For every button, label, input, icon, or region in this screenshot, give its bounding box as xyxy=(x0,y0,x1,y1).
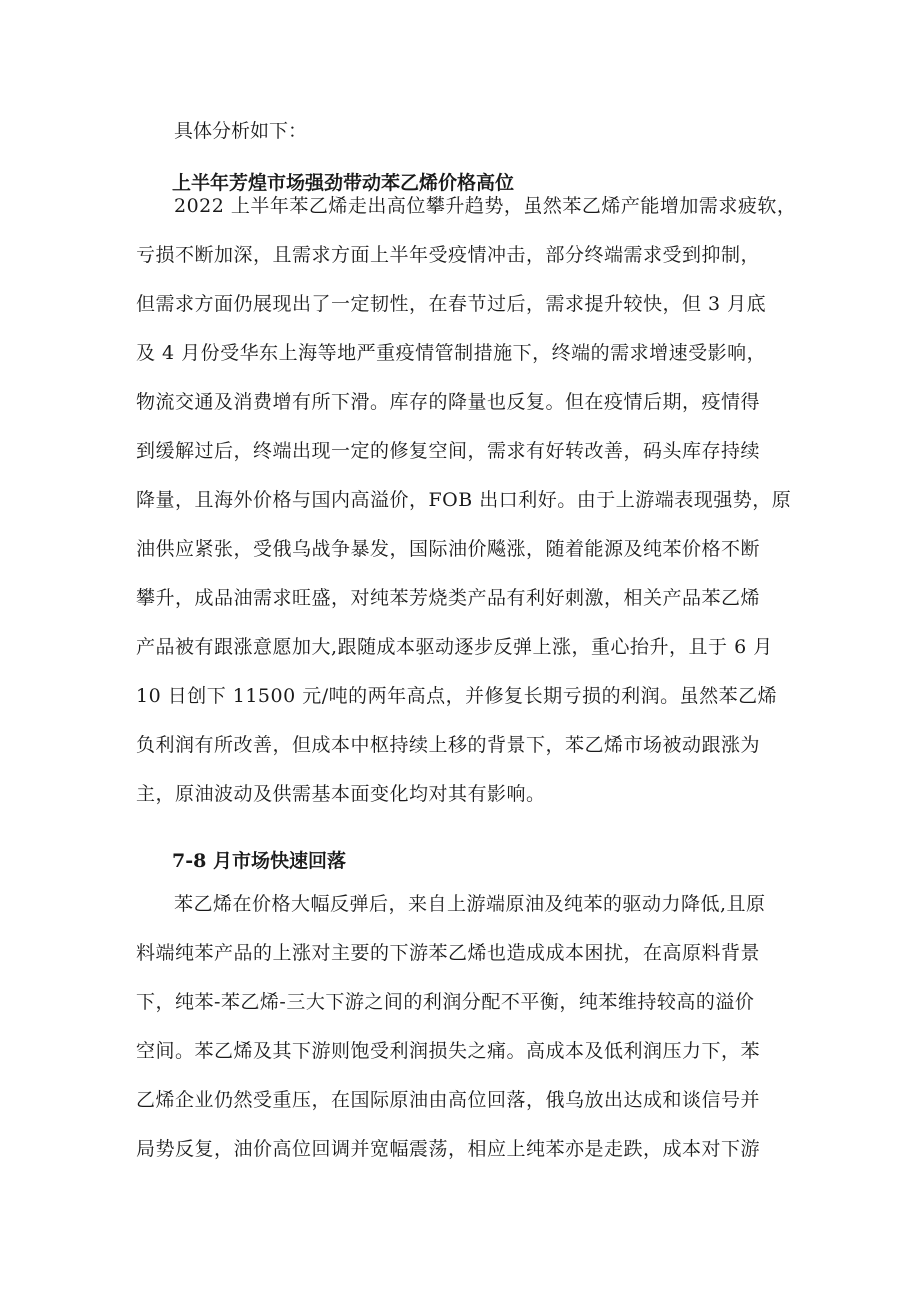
paragraph-line: 降量，且海外价格与国内高溢价，FOB 出口利好。由于上游端表现强势，原 xyxy=(136,489,792,511)
paragraph-line: 攀升，成品油需求旺盛，对纯苯芳烧类产品有利好刺激，相关产品苯乙烯 xyxy=(136,587,761,609)
paragraph-line: 及 4 月份受华东上海等地严重疫情管制措施下，终端的需求增速受影响， xyxy=(136,342,767,364)
intro-text: 具体分析如下： xyxy=(174,120,308,142)
paragraph-line: 油供应紧张，受俄乌战争暴发，国际油价飚涨，随着能源及纯苯价格不断 xyxy=(136,538,761,560)
paragraph-line: 乙烯企业仍然受重压，在国际原油由高位回落，俄乌放出达成和谈信号并 xyxy=(136,1089,761,1111)
paragraph-first-half xyxy=(136,182,796,819)
paragraph-line: 料端纯苯产品的上涨对主要的下游苯乙烯也造成成本困扰，在高原料背景 xyxy=(136,942,761,964)
paragraph-line: 2022 上半年苯乙烯走出高位攀升趋势，虽然苯乙烯产能增加需求疲软， xyxy=(174,195,797,217)
paragraph-line: 亏损不断加深，且需求方面上半年受疫情冲击，部分终端需求受到抑制， xyxy=(136,244,761,266)
paragraph-line: 负利润有所改善，但成本中枢持续上移的背景下，苯乙烯市场被动跟涨为 xyxy=(136,734,761,756)
paragraph-line: 10 日创下 11500 元/吨的两年高点，并修复长期亏损的利润。虽然苯乙烯 xyxy=(136,685,778,707)
paragraph-line: 空间。苯乙烯及其下游则饱受利润损失之痛。高成本及低利润压力下，苯 xyxy=(136,1040,761,1062)
paragraph-line: 主，原油波动及供需基本面变化均对其有影响。 xyxy=(136,783,546,805)
paragraph-line: 到缓解过后，终端出现一定的修复空间，需求有好转改善，码头库存持续 xyxy=(136,440,761,462)
paragraph-line: 产品被有跟涨意愿加大,跟随成本驱动逐步反弹上涨，重心抬升，且于 6 月 xyxy=(136,636,773,658)
paragraph-line: 但需求方面仍展现出了一定韧性，在春节过后，需求提升较快，但 3 月底 xyxy=(136,293,767,315)
paragraph-line: 下，纯苯-苯乙烯-三大下游之间的利润分配不平衡，纯苯维持较高的溢价 xyxy=(136,991,755,1013)
section-heading-first-half: 上半年芳煌市场强劲带动苯乙烯价格高位 xyxy=(172,172,515,194)
paragraph-line: 苯乙烯在价格大幅反弹后，来自上游端原油及纯苯的驱动力降低,且原 xyxy=(174,893,766,915)
paragraph-line: 物流交通及消费增有所下滑。库存的降量也反复。但在疫情后期，疫情得 xyxy=(136,391,761,413)
section-heading-july-august: 7-8 月市场快速回落 xyxy=(172,850,346,872)
paragraph-july-august xyxy=(136,880,796,1174)
paragraph-line: 局势反复，油价高位回调并宽幅震荡，相应上纯苯亦是走跌，成本对下游 xyxy=(136,1138,761,1160)
